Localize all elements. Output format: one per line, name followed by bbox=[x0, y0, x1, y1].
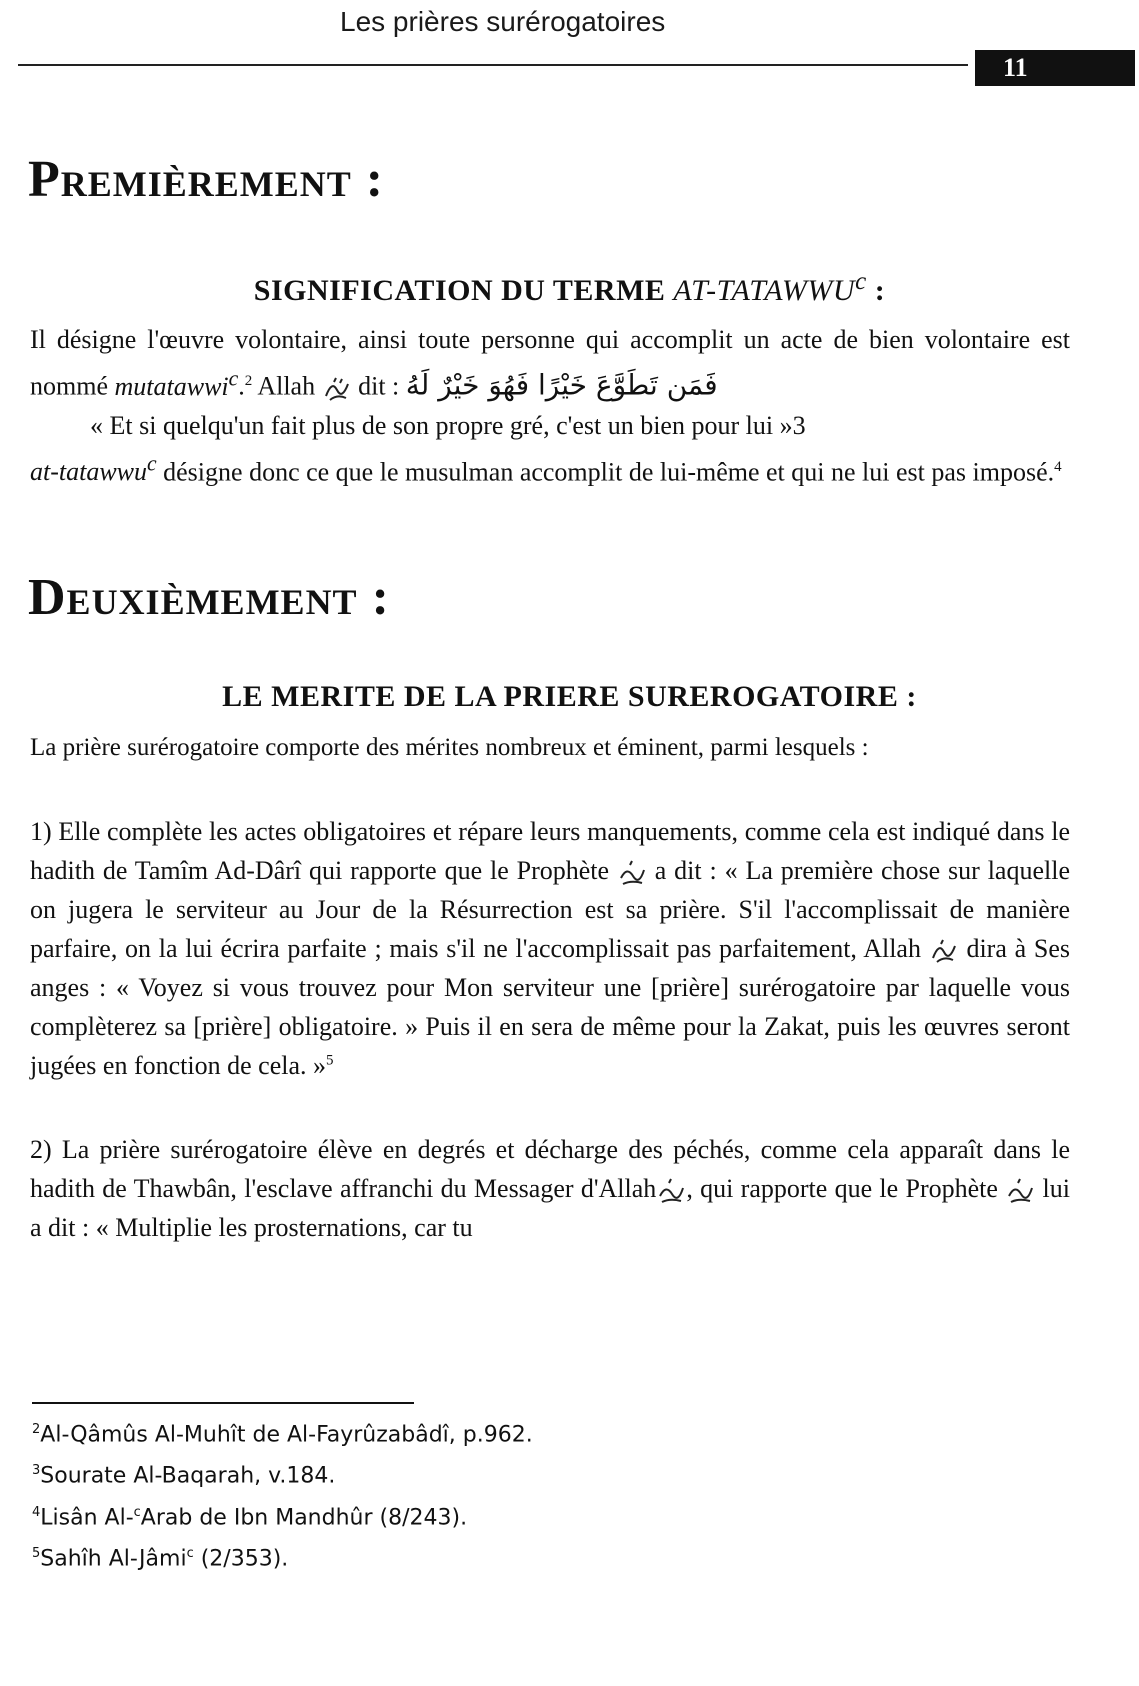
honorific-calligraphy-icon bbox=[617, 858, 647, 888]
footnote-ref-2: 2 bbox=[244, 373, 253, 389]
list-item-1: 1) Elle complète les actes obligatoires et répare leurs manquements, comme cela est indiqué dans le hadith de Tamîm Ad-Dârî qui rapporte que le Prophète a dit : « La première chose sur laquelle on jugera le serviteur au Jour de la Résurrection est sa prière. S'il l'accomplissait de manière parfaire, on la lui écrira parfaite ; mais s'il ne l'accomplissait pas parfaitement, Allah dira à Ses anges : « Voyez si vous trouvez pour Mon serviteur une [prière] surérogatoire par laquelle vous complèterez sa [prière] obligatoire. » Puis il en sera de même pour la Zakat, puis les œuvres seront jugées en fonction de cela. »$^5$ bbox=[30, 817, 1070, 1080]
subheading-signification bbox=[0, 268, 1139, 308]
footnote-3: $^3$Sourate Al-Baqarah, v.184. bbox=[32, 1463, 336, 1489]
honorific-calligraphy-icon bbox=[322, 374, 352, 404]
footnote-ref-5: 5 bbox=[326, 1052, 334, 1069]
footnote-rule bbox=[32, 1402, 414, 1404]
section-heading-deuxiemement: Deuxièmement : bbox=[28, 569, 390, 626]
page-number: 11 bbox=[975, 50, 1135, 86]
footnotes bbox=[32, 1412, 732, 1577]
honorific-calligraphy-icon bbox=[1005, 1176, 1035, 1206]
paragraph-intro: La prière surérogatoire comporte des mérites nombreux et éminent, parmi lesquels : bbox=[30, 734, 869, 761]
subheading-prefix: SIGNIFICATION DU TERME bbox=[253, 274, 674, 307]
running-title: Les prières surérogatoires bbox=[340, 6, 666, 37]
section-heading-premierement: Premièrement : bbox=[28, 151, 385, 208]
header-rule bbox=[18, 64, 968, 66]
quran-verse-arabic: فَمَن تَطَوَّعَ خَيْرًا فَهُوَ خَيْرٌ لَهُ bbox=[405, 368, 718, 402]
footnote-ref-4: 4 bbox=[1054, 458, 1062, 475]
honorific-calligraphy-icon bbox=[929, 936, 959, 966]
footnote-5: $^5$Sahîh Al-Jâmi$^c$ (2/353). bbox=[32, 1545, 289, 1572]
term-at-tatawwu: at-tatawwu$^c$ bbox=[30, 451, 157, 487]
term-mutatawwi: mutatawwi$^c$ bbox=[114, 366, 239, 401]
quran-verse-translation: « Et si quelqu'un fait plus de son propre gré, c'est un bien pour lui »3 bbox=[90, 410, 806, 440]
paragraph-definition: Il désigne l'œuvre volontaire, ainsi toute personne qui accomplit un acte de bien volontaire est nommé mutatawwi$^c$.$^2$ Allah dit : فَمَن تَطَوَّعَ خَيْرًا فَهُوَ خَيْرٌ لَهُ « Et si quelqu'un fait plus de son propre gré, c'est un bien pour lui »3 at-tatawwu$^c$ désigne donc ce que le musulman accomplit de lui-même et qui ne lui est pas imposé.$^4$ bbox=[30, 325, 1070, 487]
subheading-merite: LE MERITE DE LA PRIERE SUREROGATOIRE : bbox=[222, 680, 917, 713]
footnote-4: $^4$Lisân Al-$^c$Arab de Ibn Mandhûr (8/243). bbox=[32, 1504, 468, 1530]
subheading-term: AT-TATAWWU$^c$ bbox=[673, 268, 867, 307]
honorific-calligraphy-icon bbox=[656, 1176, 686, 1206]
footnote-2: $^2$Al-Qâmûs Al-Muhît de Al-Fayrûzabâdî, p.962. bbox=[32, 1422, 533, 1448]
list-item-2: 2) La prière surérogatoire élève en degrés et décharge des péchés, comme cela apparaît dans le hadith de Thawbân, l'esclave affranchi du Messager d'Allah , qui rapporte que le Prophète lui a dit : « Multiplie les prosternations, car tu bbox=[30, 1135, 1071, 1242]
subheading-suffix: : bbox=[866, 274, 886, 307]
